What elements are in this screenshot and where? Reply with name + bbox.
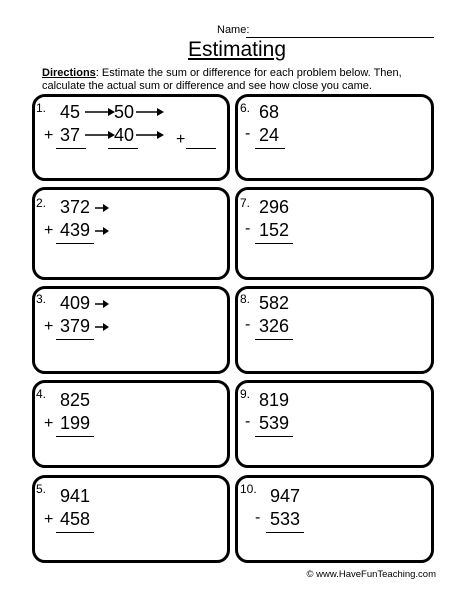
problem-operator: +	[44, 415, 54, 432]
problem-top-value: 582	[259, 293, 290, 313]
estimate-arrow-icon	[85, 104, 115, 120]
problem-number: 2.	[36, 196, 47, 210]
problem-operator: +	[44, 511, 54, 528]
problem-operator: -	[245, 413, 251, 430]
problem-operator: +	[44, 222, 54, 239]
problem-operator: +	[44, 318, 54, 335]
problem-bottom-value: 326	[259, 316, 290, 336]
problem-number: 7.	[240, 196, 251, 210]
problem-top-value: 296	[259, 197, 290, 217]
problem-top-value: 68	[259, 102, 280, 122]
problem-bottom-value: 24	[259, 125, 280, 145]
estimate-top-value: 50	[114, 102, 135, 122]
answer-line[interactable]	[255, 148, 285, 149]
estimate-answer-line[interactable]	[108, 148, 138, 149]
problem-number: 9.	[240, 387, 251, 401]
problem-top-value: 372	[60, 197, 91, 217]
answer-line[interactable]	[56, 243, 94, 244]
page-title: Estimating	[187, 38, 287, 61]
answer-line[interactable]	[255, 339, 293, 340]
problem-bottom-value: 37	[60, 125, 81, 145]
footer-copyright: © www.HaveFunTeaching.com	[306, 569, 436, 580]
estimate-bottom-value: 40	[114, 125, 135, 145]
name-label: Name:	[217, 24, 250, 36]
problem-number: 4.	[36, 387, 47, 401]
arrow-icon	[95, 224, 109, 238]
estimate-arrow-icon	[136, 104, 164, 120]
estimate-arrow-icon	[136, 127, 164, 143]
problem-bottom-value: 533	[270, 509, 301, 529]
problem-bottom-value: 152	[259, 220, 290, 240]
answer-line[interactable]	[56, 436, 94, 437]
problem-number: 8.	[240, 292, 251, 306]
answer-line[interactable]	[255, 436, 293, 437]
estimate-operator: +	[176, 131, 186, 148]
problem-top-value: 941	[60, 486, 91, 506]
answer-line[interactable]	[56, 532, 94, 533]
answer-line[interactable]	[255, 243, 293, 244]
problem-number: 6.	[240, 101, 251, 115]
answer-line[interactable]	[266, 532, 304, 533]
problem-bottom-value: 458	[60, 509, 91, 529]
answer-line[interactable]	[56, 148, 86, 149]
problem-number: 1.	[36, 101, 47, 115]
arrow-icon	[95, 201, 109, 215]
directions	[42, 67, 442, 93]
problem-operator: +	[44, 127, 54, 144]
problem-operator: -	[255, 509, 261, 526]
problem-operator: -	[245, 125, 251, 142]
problem-top-value: 825	[60, 390, 91, 410]
problem-top-value: 819	[259, 390, 290, 410]
arrow-icon	[95, 320, 109, 334]
problem-number: 5.	[36, 482, 47, 496]
directions-label: Directions	[42, 67, 96, 79]
problem-operator: -	[245, 316, 251, 333]
problem-bottom-value: 379	[60, 316, 91, 336]
problem-number: 3.	[36, 292, 47, 306]
answer-line[interactable]	[56, 339, 94, 340]
directions-text: : Estimate the sum or difference for each problem below. Then, calculate the actual sum or difference and see how close you came.	[42, 67, 402, 92]
problem-top-value: 409	[60, 293, 91, 313]
problem-number: 10.	[240, 482, 257, 496]
problem-top-value: 947	[270, 486, 301, 506]
problem-bottom-value: 199	[60, 413, 91, 433]
problem-operator: -	[245, 220, 251, 237]
problem-box-10	[235, 475, 434, 563]
arrow-icon	[95, 297, 109, 311]
problem-bottom-value: 539	[259, 413, 290, 433]
estimate-sum-line[interactable]	[186, 148, 216, 149]
problem-bottom-value: 439	[60, 220, 91, 240]
problem-top-value: 45	[60, 102, 81, 122]
estimate-arrow-icon	[85, 127, 115, 143]
